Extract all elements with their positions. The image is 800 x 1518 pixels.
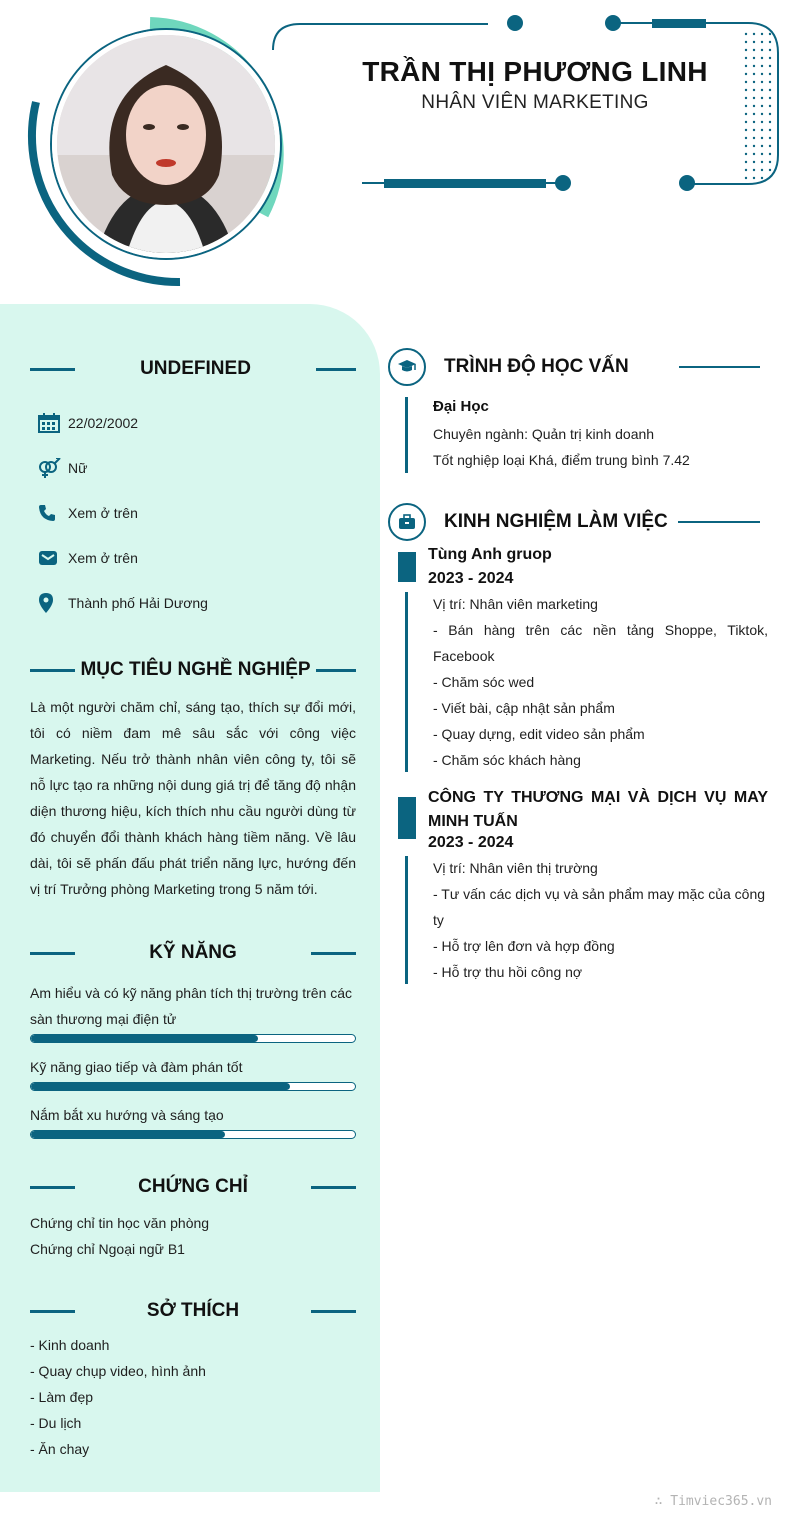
job-position: Vị trí: Nhân viên marketing bbox=[433, 596, 598, 612]
personal-info-title: UNDEFINED bbox=[30, 356, 356, 382]
skill-label: Kỹ năng giao tiếp và đàm phán tốt bbox=[30, 1059, 243, 1075]
job-marker bbox=[398, 552, 416, 582]
job-duty: - Hỗ trợ thu hồi công nợ bbox=[433, 964, 583, 980]
job-period: 2023 - 2024 bbox=[428, 570, 514, 587]
job-details bbox=[433, 855, 768, 985]
job-duty: - Quay dựng, edit video sản phẩm bbox=[433, 726, 645, 742]
job-duty: - Chăm sóc wed bbox=[433, 674, 535, 690]
skill-label: Am hiểu và có kỹ năng phân tích thị trường trên các sàn thương mại điện tử bbox=[30, 985, 353, 1027]
education-degree: Đại Học bbox=[433, 398, 489, 415]
birthdate-item: 22/02/2002 bbox=[38, 412, 138, 434]
skill-label: Nắm bắt xu hướng và sáng tạo bbox=[30, 1107, 224, 1123]
skill-bar bbox=[30, 1130, 356, 1139]
job-title: NHÂN VIÊN MARKETING bbox=[421, 92, 649, 113]
education-major: Chuyên ngành: Quản trị kinh doanh bbox=[433, 426, 655, 442]
gender-icon bbox=[38, 457, 64, 479]
certificate-item: Chứng chỉ Ngoại ngữ B1 bbox=[30, 1241, 185, 1257]
email-item: Xem ở trên bbox=[38, 547, 138, 569]
job-company: Tùng Anh gruop bbox=[428, 546, 552, 563]
job-duty: - Hỗ trợ lên đơn và hợp đồng bbox=[433, 938, 615, 954]
job-period: 2023 - 2024 bbox=[428, 834, 514, 851]
profile-photo bbox=[52, 30, 280, 258]
education-result: Tốt nghiệp loại Khá, điểm trung bình 7.42 bbox=[433, 452, 690, 468]
watermark: ∴ Timviec365.vn bbox=[654, 1494, 772, 1509]
gender-item: Nữ bbox=[38, 457, 87, 479]
graduation-cap-icon bbox=[388, 348, 426, 386]
phone-icon bbox=[38, 502, 64, 524]
skills-title: KỸ NĂNG bbox=[30, 940, 356, 966]
job-duty: - Tư vấn các dịch vụ và sản phẩm may mặc của công ty bbox=[433, 886, 766, 928]
certificates-title: CHỨNG CHỈ bbox=[30, 1174, 356, 1200]
job-duty: - Viết bài, cập nhật sản phẩm bbox=[433, 700, 615, 716]
objective-text: Là một người chăm chỉ, sáng tạo, thích sự đổi mới, tôi có niềm đam mê sâu sắc với công việc Marketing. Nếu trở thành nhân viên công ty, tôi sẽ nỗ lực tạo ra những nội dung giá trị để tăng độ nhận diện thương hiệu, kích thích nhu cầu người dùng từ đó chuyển đổi thành khách hàng tiềm năng. Về lâu dài, tôi sẽ phấn đấu phát triển năng lực, hướng đến vị trí Trưởng phòng Marketing trong 5 năm tới. bbox=[30, 699, 356, 897]
job-bar bbox=[405, 592, 408, 772]
certificate-item: Chứng chỉ tin học văn phòng bbox=[30, 1215, 210, 1231]
job-bar bbox=[405, 856, 408, 984]
hobby-item: - Làm đẹp bbox=[30, 1389, 94, 1405]
job-position: Vị trí: Nhân viên thị trường bbox=[433, 860, 598, 876]
job-duty: - Bán hàng trên các nền tảng Shoppe, Tiktok, Facebook bbox=[433, 622, 768, 664]
education-header: TRÌNH ĐỘ HỌC VẤN bbox=[388, 348, 760, 386]
hobby-item: - Ăn chay bbox=[30, 1441, 90, 1457]
hobby-item: - Kinh doanh bbox=[30, 1337, 110, 1353]
job-duty: - Chăm sóc khách hàng bbox=[433, 752, 581, 768]
job-company: CÔNG TY THƯƠNG MẠI VÀ DỊCH VỤ MAY MINH TUẤN bbox=[428, 789, 768, 830]
education-bar bbox=[405, 397, 408, 473]
job-details bbox=[433, 591, 768, 773]
hobby-item: - Quay chụp video, hình ảnh bbox=[30, 1363, 206, 1379]
calendar-icon bbox=[38, 412, 64, 434]
hobby-item: - Du lịch bbox=[30, 1415, 82, 1431]
skill-bar bbox=[30, 1034, 356, 1043]
candidate-name: TRẦN THỊ PHƯƠNG LINH bbox=[362, 56, 708, 87]
skill-bar bbox=[30, 1082, 356, 1091]
objective-title: MỤC TIÊU NGHỀ NGHIỆP bbox=[30, 657, 356, 683]
briefcase-icon bbox=[388, 503, 426, 541]
hobbies-title: SỞ THÍCH bbox=[30, 1298, 356, 1324]
location-icon bbox=[38, 592, 64, 614]
email-icon bbox=[38, 547, 64, 569]
job-marker bbox=[398, 797, 416, 839]
phone-item: Xem ở trên bbox=[38, 502, 138, 524]
experience-header: KINH NGHIỆM LÀM VIỆC bbox=[388, 503, 760, 541]
location-item: Thành phố Hải Dương bbox=[38, 592, 208, 614]
